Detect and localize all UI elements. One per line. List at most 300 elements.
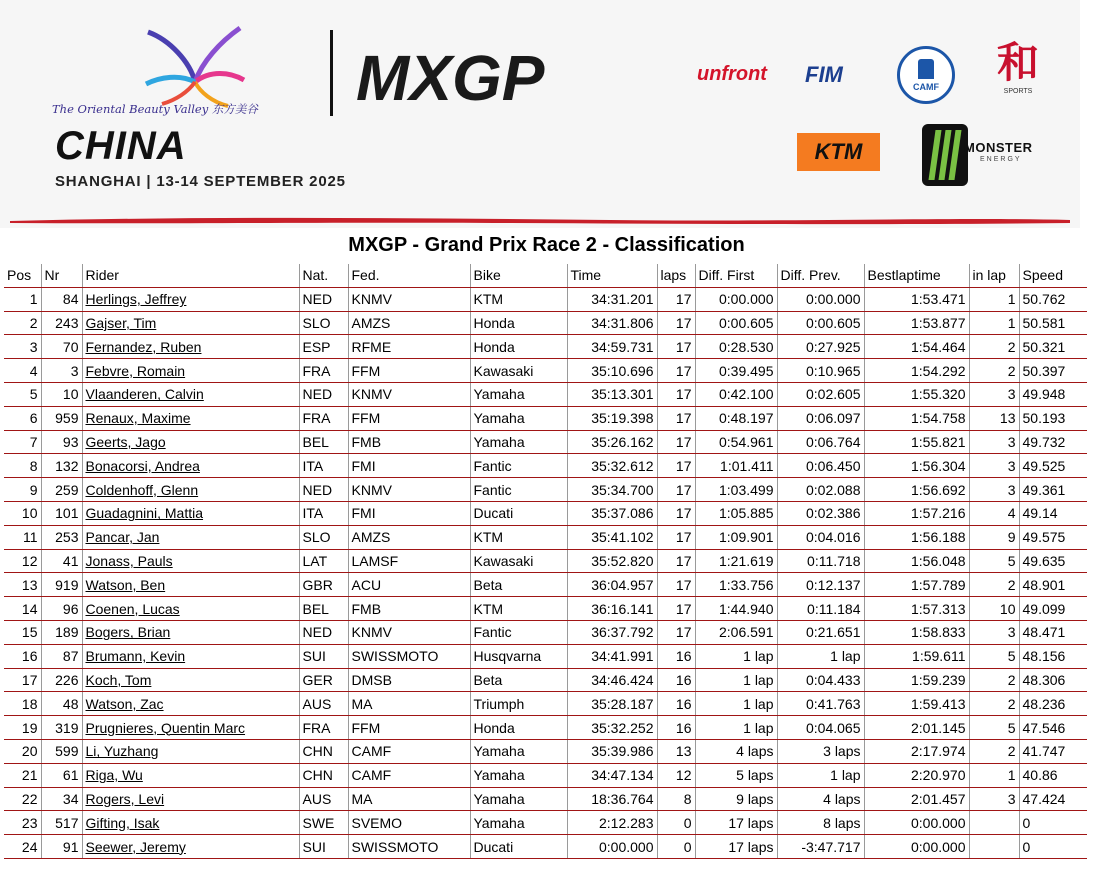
cell-pos: 2 [4,311,41,335]
cell-bike: Fantic [470,620,567,644]
table-row [4,787,1087,811]
cell-diff-first: 1 lap [695,692,777,716]
cell-pos: 5 [4,382,41,406]
sponsor-fim-logo: FIM [805,62,843,87]
cell-pos: 22 [4,787,41,811]
rider-link[interactable]: Watson, Zac [85,695,164,712]
rider-link[interactable]: Prugnieres, Quentin Marc [85,719,246,736]
cell-speed: 49.575 [1019,525,1087,549]
rider-link[interactable]: Li, Yuzhang [85,743,159,760]
sponsor-unfront-logo: unfront [697,63,767,85]
cell-diff-prev: 0:12.137 [777,573,864,597]
cell-fed: CAMF [348,739,470,763]
cell-nat: NED [299,478,348,502]
cell-laps: 17 [657,501,695,525]
cell-laps: 17 [657,620,695,644]
cell-fed: KNMV [348,478,470,502]
cell-in-lap: 1 [969,763,1019,787]
cell-time: 18:36.764 [567,787,657,811]
cell-bike: Yamaha [470,406,567,430]
rider-link[interactable]: Guadagnini, Mattia [85,505,204,522]
cell-fed: AMZS [348,311,470,335]
oriental-beauty-valley-logo [140,22,250,112]
cell-bestlaptime: 1:53.471 [864,287,969,311]
cell-nat: NED [299,382,348,406]
cell-speed: 0 [1019,811,1087,835]
cell-rider[interactable] [82,644,299,668]
cell-bestlaptime: 1:53.877 [864,311,969,335]
rider-link[interactable]: Watson, Ben [85,576,166,593]
cell-rider[interactable] [82,359,299,383]
cell-nat: LAT [299,549,348,573]
cell-diff-prev: 0:11.718 [777,549,864,573]
table-row [4,335,1087,359]
cell-fed: ACU [348,573,470,597]
column-header-time: Time [567,264,657,287]
cell-in-lap: 13 [969,406,1019,430]
cell-bike: Kawasaki [470,359,567,383]
camf-label: CAMF [913,82,939,92]
cell-time: 35:13.301 [567,382,657,406]
cell-nat: ITA [299,454,348,478]
cell-time: 35:34.700 [567,478,657,502]
cell-time: 34:31.201 [567,287,657,311]
rider-link[interactable]: Gajser, Tim [85,314,157,331]
cell-nr: 34 [41,787,82,811]
cell-nat: FRA [299,406,348,430]
cell-nat: SWE [299,811,348,835]
cell-speed: 48.306 [1019,668,1087,692]
cell-diff-first: 1:05.885 [695,501,777,525]
cell-rider[interactable] [82,335,299,359]
cell-bestlaptime: 1:56.692 [864,478,969,502]
cell-in-lap: 2 [969,668,1019,692]
cell-nat: FRA [299,716,348,740]
cell-rider[interactable] [82,620,299,644]
cell-rider[interactable] [82,478,299,502]
cell-diff-first: 1:01.411 [695,454,777,478]
cell-time: 35:19.398 [567,406,657,430]
table-row [4,454,1087,478]
rider-link[interactable]: Brumann, Kevin [85,648,186,665]
cell-pos: 16 [4,644,41,668]
cell-diff-first: 1 lap [695,644,777,668]
table-row [4,811,1087,835]
cell-time: 35:28.187 [567,692,657,716]
table-row [4,716,1087,740]
cell-diff-first: 17 laps [695,835,777,859]
cell-nr: 253 [41,525,82,549]
cell-rider[interactable] [82,692,299,716]
cell-diff-prev: 0:06.450 [777,454,864,478]
cell-laps: 17 [657,359,695,383]
sponsor-monster-logo [922,124,1038,186]
rider-link[interactable]: Bonacorsi, Andrea [85,457,200,474]
cell-laps: 12 [657,763,695,787]
cell-rider[interactable] [82,787,299,811]
table-row [4,763,1087,787]
column-header-nat: Nat. [299,264,348,287]
cell-in-lap: 5 [969,644,1019,668]
cell-rider[interactable] [82,382,299,406]
cell-nr: 259 [41,478,82,502]
cell-laps: 17 [657,311,695,335]
cell-laps: 16 [657,716,695,740]
cell-fed: KNMV [348,287,470,311]
rider-link[interactable]: Coldenhoff, Glenn [85,481,199,498]
cell-diff-first: 1:44.940 [695,597,777,621]
cell-bike: Yamaha [470,811,567,835]
cell-in-lap: 3 [969,787,1019,811]
rider-link[interactable]: Gifting, Isak [85,814,160,831]
cell-in-lap: 3 [969,382,1019,406]
rider-link[interactable]: Pancar, Jan [85,529,160,546]
event-title: CHINA [55,124,187,168]
red-brush-stroke [10,214,1070,226]
sponsor-ktm-logo: KTM [797,133,880,171]
cell-speed: 41.747 [1019,739,1087,763]
cell-bestlaptime: 1:59.413 [864,692,969,716]
cell-bike: Honda [470,311,567,335]
cell-nr: 319 [41,716,82,740]
cell-rider[interactable] [82,549,299,573]
cell-bike: KTM [470,525,567,549]
cell-nat: ESP [299,335,348,359]
cell-rider[interactable] [82,573,299,597]
rider-link[interactable]: Renaux, Maxime [85,410,191,427]
cell-nat: SUI [299,644,348,668]
cell-diff-prev: 0:11.184 [777,597,864,621]
cell-bike: Honda [470,335,567,359]
report-title: MXGP - Grand Prix Race 2 - Classification [348,234,745,256]
classification-table [4,264,1087,859]
cell-pos: 11 [4,525,41,549]
table-row [4,835,1087,859]
event-subtitle: SHANGHAI | 13-14 SEPTEMBER 2025 [55,173,346,190]
cell-bike: Kawasaki [470,549,567,573]
cell-diff-first: 17 laps [695,811,777,835]
cell-speed: 48.471 [1019,620,1087,644]
cell-in-lap: 3 [969,620,1019,644]
column-header-rider: Rider [82,264,299,287]
cell-pos: 15 [4,620,41,644]
cell-in-lap: 2 [969,573,1019,597]
cell-rider[interactable] [82,406,299,430]
cell-diff-first: 0:48.197 [695,406,777,430]
cell-fed: FMI [348,501,470,525]
cell-fed: FFM [348,406,470,430]
cell-time: 34:41.991 [567,644,657,668]
cell-rider[interactable] [82,311,299,335]
table-row [4,668,1087,692]
cell-bike: Beta [470,573,567,597]
cell-fed: MA [348,787,470,811]
cell-pos: 1 [4,287,41,311]
cell-nat: NED [299,620,348,644]
cell-diff-prev: 0:02.386 [777,501,864,525]
cell-nr: 84 [41,287,82,311]
cell-rider[interactable] [82,716,299,740]
sponsor-he-sports-logo [994,40,1042,106]
cell-in-lap [969,811,1019,835]
cell-diff-first: 0:00.000 [695,287,777,311]
cell-pos: 6 [4,406,41,430]
table-row [4,406,1087,430]
cell-pos: 10 [4,501,41,525]
table-row [4,620,1087,644]
cell-rider[interactable] [82,525,299,549]
cell-rider[interactable] [82,454,299,478]
cell-laps: 16 [657,668,695,692]
cell-time: 34:31.806 [567,311,657,335]
cell-time: 34:59.731 [567,335,657,359]
cell-fed: SWISSMOTO [348,644,470,668]
cell-bike: Honda [470,716,567,740]
cell-in-lap: 10 [969,597,1019,621]
cell-fed: FFM [348,359,470,383]
cell-time: 35:52.820 [567,549,657,573]
cell-nr: 48 [41,692,82,716]
cell-fed: SWISSMOTO [348,835,470,859]
table-row [4,573,1087,597]
cell-fed: FFM [348,716,470,740]
he-caption: SPORTS [1003,88,1033,95]
rider-link[interactable]: Koch, Tom [85,671,152,688]
cell-bestlaptime: 1:56.188 [864,525,969,549]
table-row [4,501,1087,525]
cell-in-lap: 2 [969,692,1019,716]
cell-speed: 49.732 [1019,430,1087,454]
cell-diff-first: 4 laps [695,739,777,763]
cell-time: 35:32.612 [567,454,657,478]
cell-diff-prev: 0:21.651 [777,620,864,644]
rider-link[interactable]: Herlings, Jeffrey [85,291,187,308]
cell-time: 36:04.957 [567,573,657,597]
cell-diff-prev: -3:47.717 [777,835,864,859]
cell-in-lap: 1 [969,311,1019,335]
cell-fed: AMZS [348,525,470,549]
column-header-pos: Pos [4,264,41,287]
cell-speed: 49.361 [1019,478,1087,502]
cell-nat: CHN [299,763,348,787]
cell-fed: SVEMO [348,811,470,835]
cell-diff-first: 2:06.591 [695,620,777,644]
mxgp-logo-text: MXGP [356,46,545,108]
cell-fed: MA [348,692,470,716]
cell-time: 35:26.162 [567,430,657,454]
cell-fed: CAMF [348,763,470,787]
cell-bestlaptime: 2:20.970 [864,763,969,787]
cell-in-lap [969,835,1019,859]
cell-rider[interactable] [82,835,299,859]
cell-laps: 17 [657,335,695,359]
table-row [4,478,1087,502]
cell-in-lap: 3 [969,430,1019,454]
cell-rider[interactable] [82,739,299,763]
cell-bike: Yamaha [470,787,567,811]
cell-nr: 132 [41,454,82,478]
column-header-bestlaptime: Bestlaptime [864,264,969,287]
cell-nr: 189 [41,620,82,644]
cell-rider[interactable] [82,430,299,454]
cell-pos: 24 [4,835,41,859]
table-row [4,692,1087,716]
cell-fed: KNMV [348,382,470,406]
cell-bestlaptime: 0:00.000 [864,835,969,859]
cell-time: 36:37.792 [567,620,657,644]
cell-diff-first: 1 lap [695,716,777,740]
rider-link[interactable]: Febvre, Romain [85,362,186,379]
cell-nr: 10 [41,382,82,406]
cell-bestlaptime: 2:01.145 [864,716,969,740]
cell-nat: GBR [299,573,348,597]
cell-pos: 12 [4,549,41,573]
cell-nat: FRA [299,359,348,383]
cell-diff-first: 9 laps [695,787,777,811]
monster-label: MONSTER [964,140,1033,155]
cell-diff-first: 0:00.605 [695,311,777,335]
cell-diff-prev: 3 laps [777,739,864,763]
cell-bestlaptime: 0:00.000 [864,811,969,835]
rider-link[interactable]: Bogers, Brian [85,624,171,641]
cell-bestlaptime: 1:55.821 [864,430,969,454]
cell-bestlaptime: 1:59.239 [864,668,969,692]
cell-bike: Triumph [470,692,567,716]
cell-rider[interactable] [82,811,299,835]
cell-speed: 49.948 [1019,382,1087,406]
cell-rider[interactable] [82,763,299,787]
cell-pos: 4 [4,359,41,383]
cell-speed: 50.581 [1019,311,1087,335]
cell-bestlaptime: 2:17.974 [864,739,969,763]
cell-nr: 919 [41,573,82,597]
monster-claw-icon [922,124,968,186]
cell-diff-first: 1:09.901 [695,525,777,549]
cell-speed: 47.424 [1019,787,1087,811]
rider-link[interactable]: Coenen, Lucas [85,600,180,617]
cell-fed: RFME [348,335,470,359]
cell-bestlaptime: 1:57.789 [864,573,969,597]
table-row [4,739,1087,763]
column-header-diff-first: Diff. First [695,264,777,287]
cell-laps: 8 [657,787,695,811]
cell-laps: 17 [657,573,695,597]
table-row [4,311,1087,335]
rider-link[interactable]: Fernandez, Ruben [85,338,202,355]
cell-bestlaptime: 1:54.758 [864,406,969,430]
cell-laps: 17 [657,454,695,478]
cell-nr: 243 [41,311,82,335]
cell-nat: SUI [299,835,348,859]
rider-link[interactable]: Vlaanderen, Calvin [85,386,204,403]
cell-in-lap: 4 [969,501,1019,525]
cell-bike: Ducati [470,835,567,859]
cell-speed: 50.397 [1019,359,1087,383]
cell-laps: 0 [657,811,695,835]
cell-laps: 17 [657,382,695,406]
cell-laps: 16 [657,644,695,668]
cell-nr: 959 [41,406,82,430]
rider-link[interactable]: Rogers, Levi [85,790,165,807]
cell-time: 36:16.141 [567,597,657,621]
cell-bestlaptime: 1:57.313 [864,597,969,621]
monster-sub-label: ENERGY [980,156,1022,163]
table-row [4,597,1087,621]
cell-nr: 101 [41,501,82,525]
rider-link[interactable]: Seewer, Jeremy [85,838,186,855]
column-header-speed: Speed [1019,264,1087,287]
cell-pos: 7 [4,430,41,454]
cell-diff-prev: 0:02.605 [777,382,864,406]
cell-diff-prev: 8 laps [777,811,864,835]
cell-fed: FMB [348,597,470,621]
cell-time: 35:37.086 [567,501,657,525]
cell-in-lap: 5 [969,716,1019,740]
cell-nat: ITA [299,501,348,525]
cell-pos: 17 [4,668,41,692]
cell-diff-prev: 0:04.016 [777,525,864,549]
cell-diff-first: 1:03.499 [695,478,777,502]
table-row [4,287,1087,311]
cell-in-lap: 2 [969,359,1019,383]
cell-nr: 3 [41,359,82,383]
cell-nat: CHN [299,739,348,763]
cell-in-lap: 3 [969,478,1019,502]
rider-link[interactable]: Jonass, Pauls [85,552,173,569]
cell-bike: Yamaha [470,382,567,406]
cell-time: 35:39.986 [567,739,657,763]
cell-bike: Ducati [470,501,567,525]
cell-rider[interactable] [82,597,299,621]
table-row [4,382,1087,406]
cell-diff-prev: 1 lap [777,763,864,787]
cell-time: 35:32.252 [567,716,657,740]
rider-link[interactable]: Geerts, Jago [85,433,166,450]
cell-bestlaptime: 1:56.304 [864,454,969,478]
cell-bestlaptime: 2:01.457 [864,787,969,811]
table-header-row [4,264,1087,287]
cell-nr: 70 [41,335,82,359]
cell-time: 0:00.000 [567,835,657,859]
cell-bestlaptime: 1:56.048 [864,549,969,573]
cell-pos: 18 [4,692,41,716]
cell-rider[interactable] [82,668,299,692]
cell-laps: 13 [657,739,695,763]
cell-diff-first: 1 lap [695,668,777,692]
cell-pos: 9 [4,478,41,502]
cell-diff-prev: 0:04.433 [777,668,864,692]
cell-speed: 49.635 [1019,549,1087,573]
cell-diff-prev: 0:02.088 [777,478,864,502]
rider-link[interactable]: Riga, Wu [85,767,143,784]
cell-time: 34:47.134 [567,763,657,787]
cell-diff-first: 0:39.495 [695,359,777,383]
cell-speed: 48.156 [1019,644,1087,668]
column-header-nr: Nr [41,264,82,287]
cell-speed: 40.86 [1019,763,1087,787]
cell-rider[interactable] [82,287,299,311]
table-row [4,430,1087,454]
cell-bestlaptime: 1:58.833 [864,620,969,644]
column-header-diff-prev: Diff. Prev. [777,264,864,287]
cell-nr: 226 [41,668,82,692]
cell-in-lap: 2 [969,739,1019,763]
he-glyph: 和 [996,38,1039,87]
table-row [4,525,1087,549]
cell-rider[interactable] [82,501,299,525]
column-header-bike: Bike [470,264,567,287]
cell-bestlaptime: 1:54.464 [864,335,969,359]
